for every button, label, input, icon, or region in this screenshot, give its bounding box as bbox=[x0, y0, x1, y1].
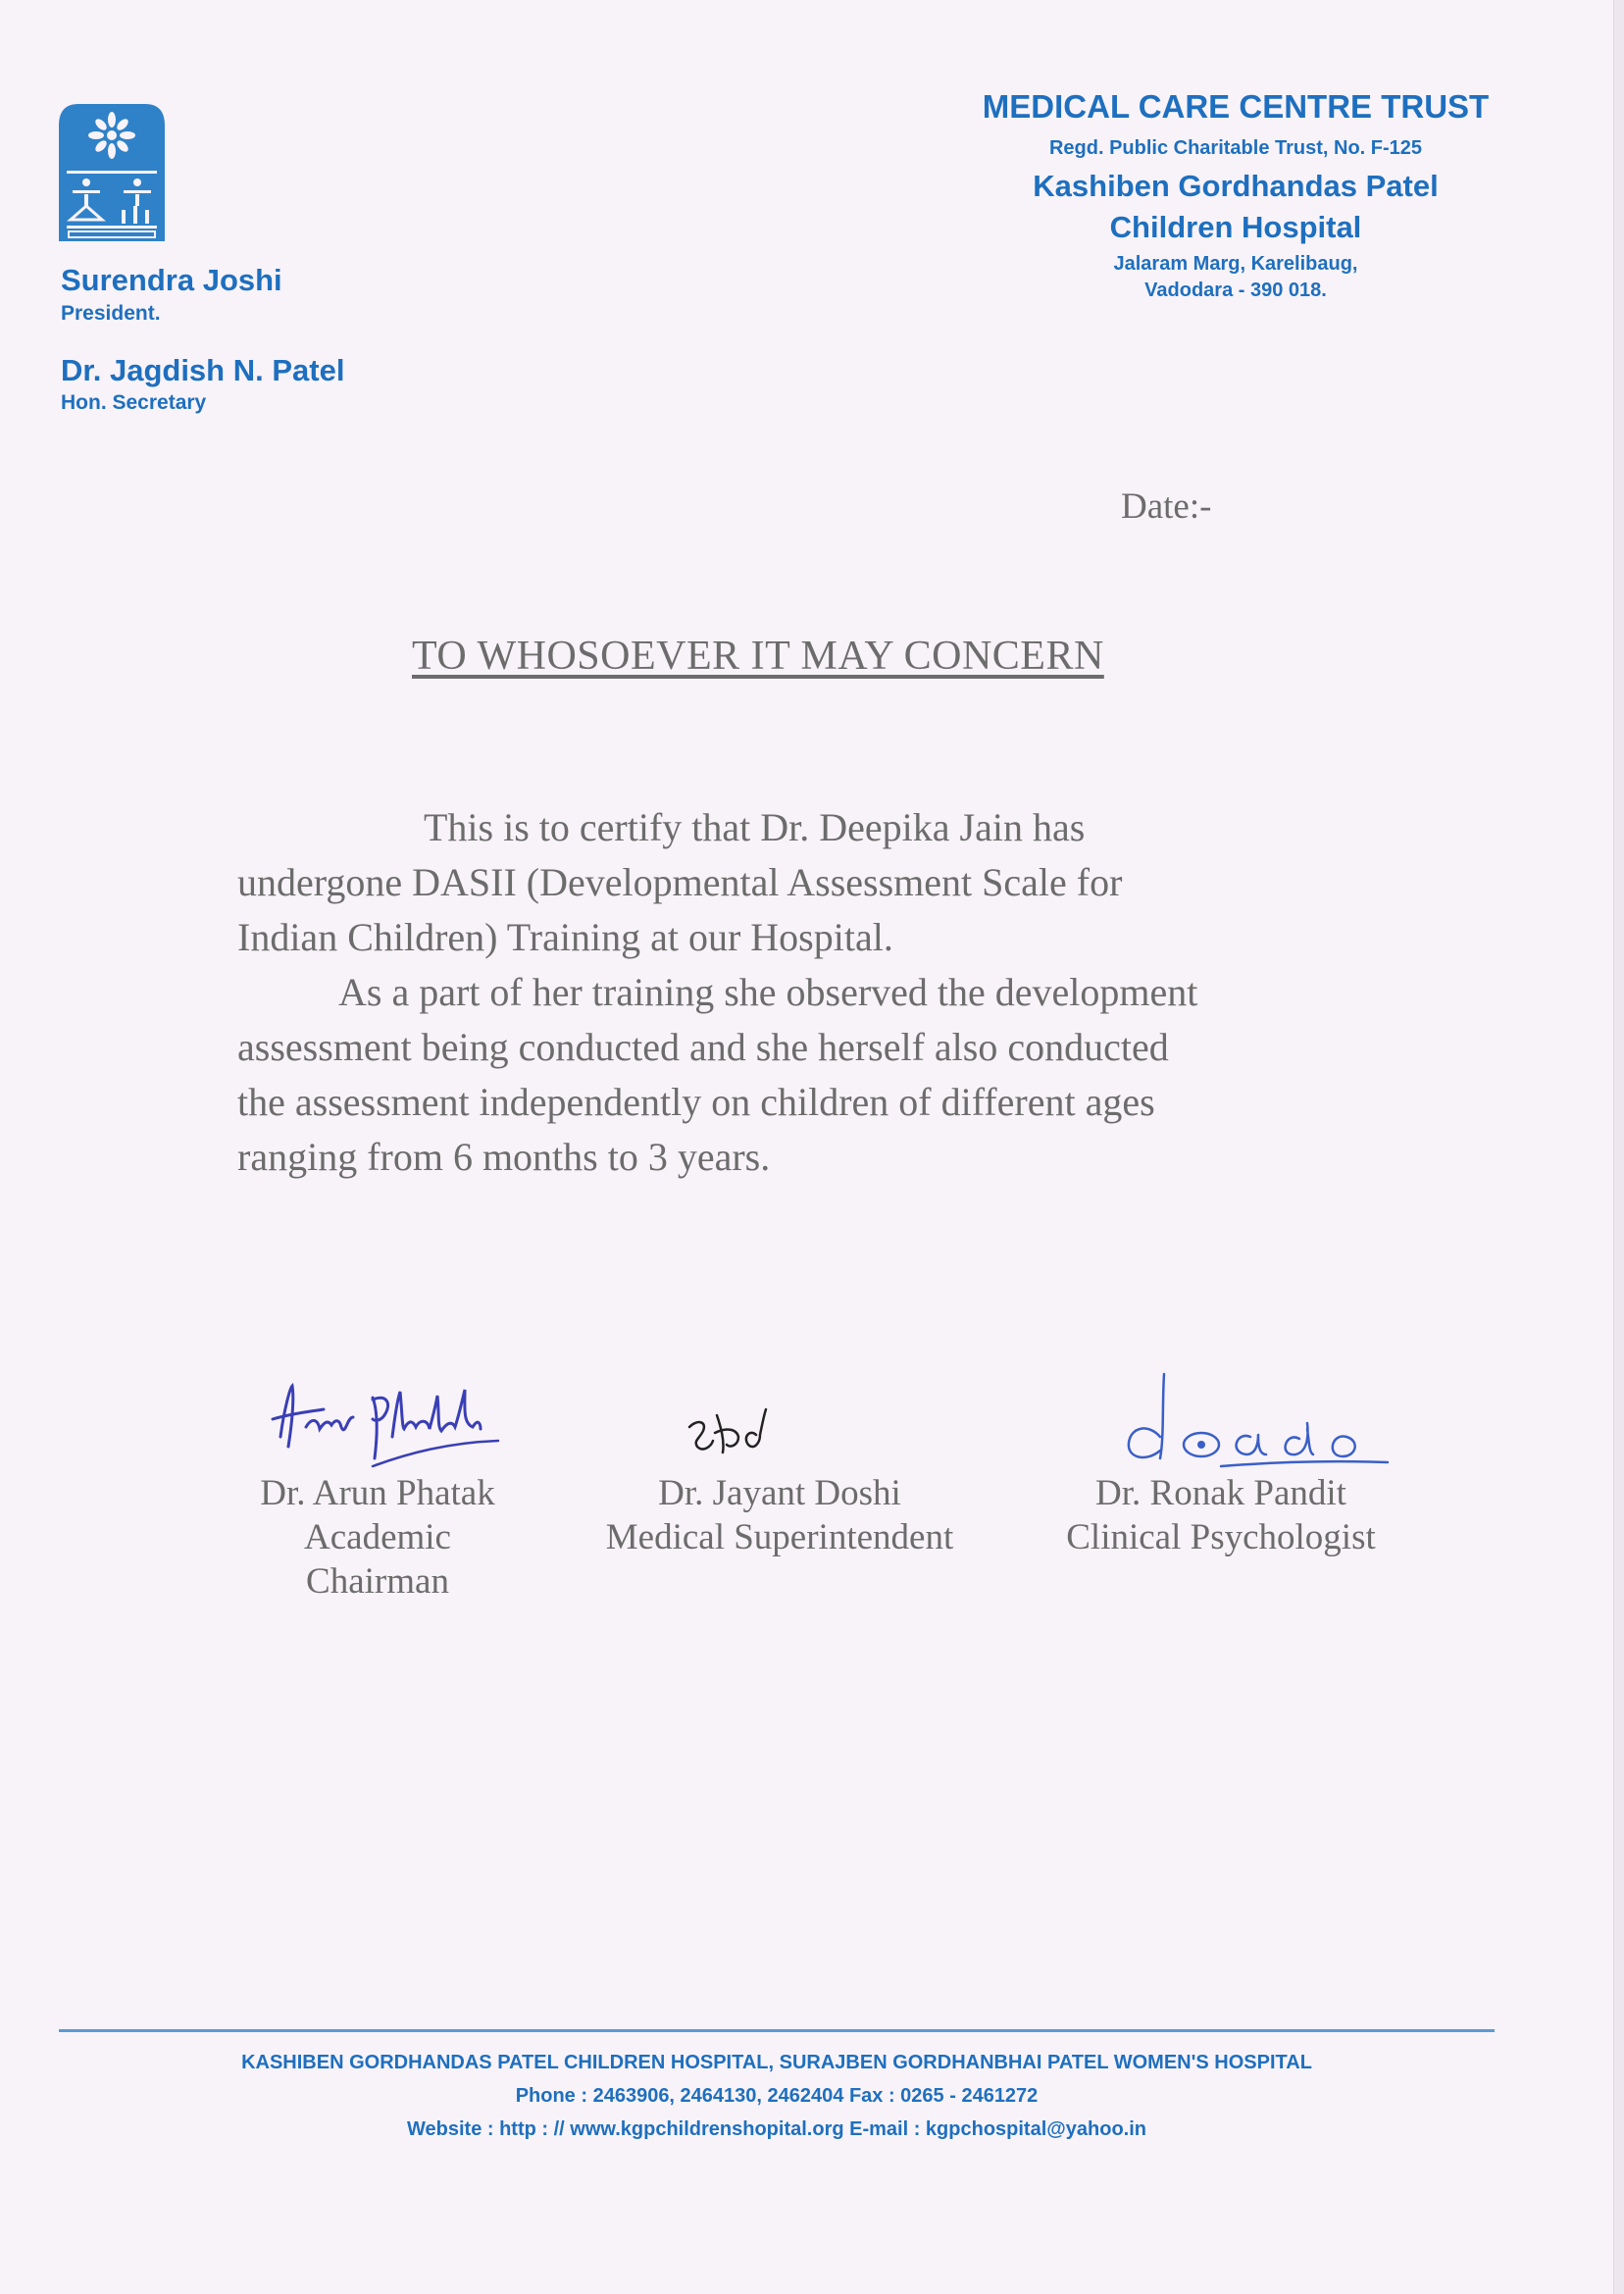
signatory-ronak-pandit bbox=[1025, 1471, 1417, 1559]
signature-ronak-pandit bbox=[1103, 1368, 1397, 1476]
body-line: Indian Children) Training at our Hospital. bbox=[237, 915, 893, 959]
body-line: undergone DASII (Developmental Assessment Scale for bbox=[237, 860, 1123, 904]
body-line: assessment being conducted and she herself also conducted bbox=[237, 1025, 1169, 1069]
signatory-jayant-doshi bbox=[564, 1471, 995, 1559]
president-name: Surendra Joshi bbox=[61, 263, 282, 297]
signatory-name: Dr. Arun Phatak bbox=[260, 1473, 495, 1513]
body-line: As a part of her training she observed the development bbox=[338, 970, 1198, 1014]
registration-number: Regd. Public Charitable Trust, No. F-125 bbox=[1048, 137, 1423, 159]
signatory-name: Dr. Jayant Doshi bbox=[658, 1473, 901, 1513]
hospital-name-line2: Children Hospital bbox=[1109, 210, 1362, 244]
footer-divider bbox=[59, 2029, 1495, 2032]
footer-phone: Phone : 2463906, 2464130, 2462404 Fax : 0265 - 2461272 bbox=[515, 2085, 1039, 2107]
letter-heading: TO WHOSOEVER IT MAY CONCERN bbox=[412, 634, 1104, 679]
signatory-arun-phatak bbox=[216, 1471, 539, 1604]
date-label: Date:- bbox=[1121, 486, 1212, 527]
hospital-name-line1: Kashiben Gordhandas Patel bbox=[1033, 169, 1439, 203]
signatory-title: Medical Superintendent bbox=[605, 1517, 954, 1557]
trust-name: MEDICAL CARE CENTRE TRUST bbox=[982, 88, 1490, 125]
signatory-title: Academic bbox=[304, 1517, 451, 1557]
secretary-name: Dr. Jagdish N. Patel bbox=[61, 353, 345, 387]
body-line: the assessment independently on children of different ages bbox=[237, 1080, 1155, 1124]
body-line: This is to certify that Dr. Deepika Jain has bbox=[424, 805, 1086, 849]
signatory-name: Dr. Ronak Pandit bbox=[1095, 1473, 1346, 1513]
address-line2: Vadodara - 390 018. bbox=[1144, 280, 1327, 301]
address-line1: Jalaram Marg, Karelibaug, bbox=[1113, 253, 1358, 275]
hospital-logo-icon bbox=[59, 104, 165, 241]
signatory-title: Chairman bbox=[306, 1561, 449, 1602]
signatory-title: Clinical Psychologist bbox=[1066, 1517, 1376, 1557]
footer-hospitals: KASHIBEN GORDHANDAS PATEL CHILDREN HOSPITAL, SURAJBEN GORDHANBHAI PATEL WOMEN'S HOSPITAL bbox=[241, 2052, 1312, 2073]
footer-contact: Website : http : // www.kgpchildrenshopital.org E-mail : kgpchospital@yahoo.in bbox=[407, 2118, 1146, 2140]
body-line: ranging from 6 months to 3 years. bbox=[237, 1135, 771, 1179]
secretary-role: Hon. Secretary bbox=[61, 391, 207, 414]
signature-arun-phatak bbox=[263, 1368, 518, 1476]
president-role: President. bbox=[61, 302, 161, 325]
page-edge bbox=[1613, 0, 1624, 2294]
signature-jayant-doshi bbox=[682, 1398, 789, 1466]
